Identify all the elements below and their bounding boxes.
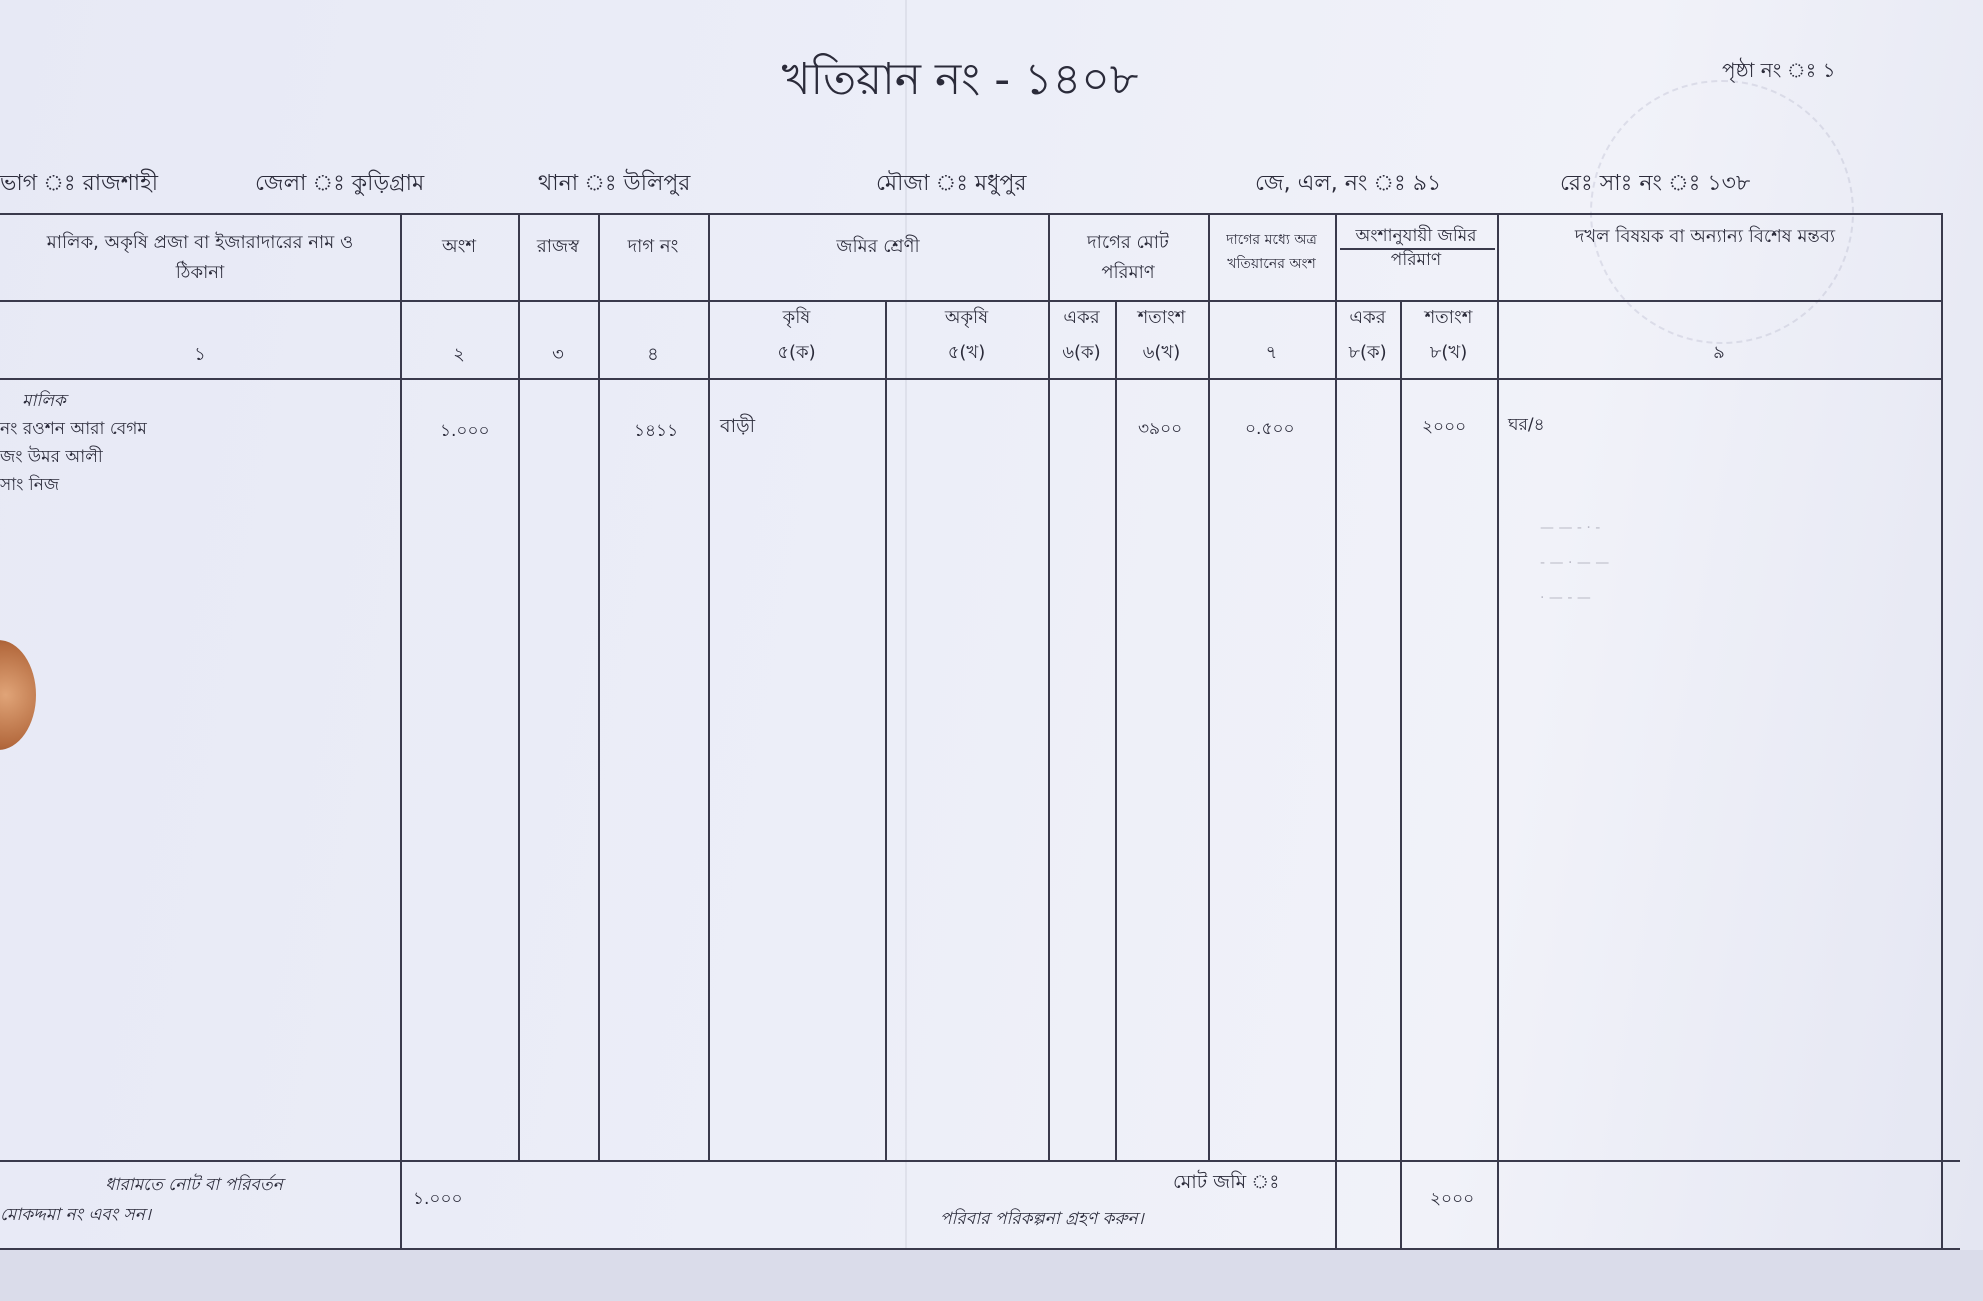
colnum: ১	[194, 344, 206, 365]
faded-marks: - — · — —	[1540, 555, 1610, 571]
colnum: ৮(ক)	[1348, 342, 1387, 363]
cell-dag-total-decimal: ৩৯০০	[1138, 419, 1183, 439]
colnum: ৭	[1265, 342, 1278, 363]
colnum: ৪	[647, 344, 659, 365]
subheader-decimal: শতাংশ	[1424, 307, 1473, 328]
footer-note-line1: ধারামতে নোট বা পরিবর্তন	[105, 1175, 283, 1195]
footer-share-total: ১.০০০	[413, 1189, 463, 1209]
colnum: ৩	[552, 344, 564, 365]
faded-marks: · — - —	[1540, 590, 1591, 606]
table-body-bottom	[0, 1160, 1960, 1162]
table-bottom-border	[0, 1248, 1960, 1250]
header-dag-total: দাগের মোট পরিমাণ	[1087, 232, 1169, 283]
colnum: ৬(ক)	[1062, 342, 1101, 363]
footer-slogan: পরিবার পরিকল্পনা গ্রহণ করুন।	[940, 1209, 1144, 1229]
background-surface	[0, 1250, 1983, 1301]
khatian-title: খতিয়ান নং - ১৪০৮	[781, 54, 1139, 105]
col-divider	[1335, 213, 1337, 1248]
cell-remarks: ঘর/৪	[1508, 415, 1545, 435]
cell-land-class: বাড়ী	[720, 415, 756, 437]
colnum: ৯	[1713, 342, 1725, 363]
cell-khatian-share: ০.৫০০	[1245, 419, 1295, 439]
owner-name: নং রওশন আরা বেগম	[0, 419, 147, 439]
header-share-area: অংশানুযায়ী জমির পরিমাণ	[1355, 226, 1477, 270]
colnum: ৮(খ)	[1429, 342, 1468, 363]
col-divider	[1941, 213, 1943, 1248]
subheader-acre: একর	[1063, 307, 1100, 328]
header-revenue: রাজস্ব	[536, 236, 580, 257]
table-colnum-divider	[0, 378, 1943, 380]
col-divider	[1115, 300, 1117, 1160]
header-share: অংশ	[442, 236, 476, 257]
table-top-border	[0, 213, 1943, 215]
division-label: ভাগ ঃ রাজশাহী	[0, 171, 159, 196]
faded-marks: — — - · -	[1540, 520, 1601, 536]
owner-father: জং উমর আলী	[0, 447, 103, 467]
col-divider	[1497, 213, 1499, 1248]
footer-total-decimal: ২০০০	[1430, 1189, 1475, 1209]
subheader-agri: কৃষি	[782, 307, 811, 328]
thana-label: থানা ঃ উলিপুর	[538, 171, 691, 196]
footer-note-line2: মোকদ্দমা নং এবং সন।	[0, 1205, 151, 1225]
page-number: পৃষ্ঠা নং ঃ ১	[1722, 58, 1836, 82]
subheader-nonagri: অকৃষি	[944, 307, 989, 328]
colnum: ৫(খ)	[947, 342, 986, 363]
header-remarks: দখল বিষয়ক বা অন্যান্য বিশেষ মন্তব্য	[1574, 226, 1836, 247]
jl-number-label: জে, এল, নং ঃ ৯১	[1255, 171, 1442, 196]
reg-number-label: রেঃ সাঃ নং ঃ ১৩৮	[1560, 171, 1751, 196]
header-land-class: জমির শ্রেণী	[836, 236, 920, 257]
subheader-acre: একর	[1349, 307, 1386, 328]
cell-share-decimal: ২০০০	[1422, 417, 1467, 437]
owner-village: সাং নিজ	[0, 475, 60, 495]
header-khatian-share: দাগের মধ্যে অত্র খতিয়ানের অংশ	[1226, 232, 1317, 272]
owner-label: মালিক	[22, 391, 66, 411]
colnum: ৬(খ)	[1142, 342, 1181, 363]
table-header-divider	[0, 300, 1943, 302]
subheader-decimal: শতাংশ	[1137, 307, 1186, 328]
col-divider	[1400, 300, 1402, 1248]
mouza-label: মৌজা ঃ মধুপুর	[876, 171, 1027, 196]
footer-total-label: মোট জমি ঃ	[1173, 1171, 1280, 1193]
cell-share: ১.০০০	[440, 421, 490, 441]
colnum: ২	[453, 344, 465, 365]
colnum: ৫(ক)	[777, 342, 816, 363]
district-label: জেলা ঃ কুড়িগ্রাম	[255, 171, 425, 196]
faded-seal	[1590, 80, 1854, 344]
header-dag-no: দাগ নং	[627, 236, 679, 257]
col-divider	[885, 300, 887, 1160]
header-owner: মালিক, অকৃষি প্রজা বা ইজারাদারের নাম ও ঠিকানা	[46, 232, 354, 283]
cell-dag-no: ১৪১১	[634, 421, 679, 441]
